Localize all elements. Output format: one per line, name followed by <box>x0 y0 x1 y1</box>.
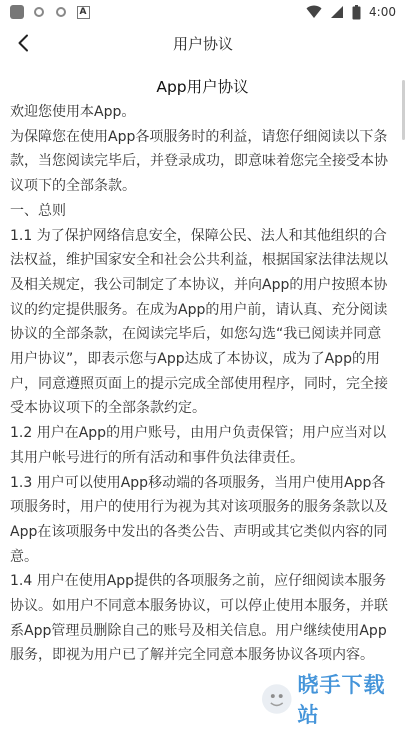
ring-notification-icon <box>54 5 68 19</box>
status-time: 4:00 <box>369 5 396 19</box>
clause-1-1: 1.1 为了保护网络信息安全，保障公民、法人和其他组织的合法权益，维护国家安全和社会公共利益，根据国家法律法规以及相关规定，我公司制定了本协议，并向App的用户按照本协议的约定提供服务。在成为App的用户前，请认真、充分阅读协议的全部条款，在阅读完毕后，如您勾选“我已阅读并同意用户协议”，即表示您与App达成了本协议，成为了App的用户，同意遵照页面上的提示完成全部使用程序，同时，完全接受本协议项下的全部条款约定。 <box>10 227 388 417</box>
status-right <box>306 5 396 20</box>
agreement-content[interactable] <box>10 74 395 721</box>
status-left <box>10 5 90 19</box>
chevron-left-icon <box>16 34 30 52</box>
app-square-icon <box>10 5 24 19</box>
scrollbar[interactable] <box>402 80 405 140</box>
clause-1-3: 1.3 用户可以使用App移动端的各项服务，当用户使用App各项服务时，用户的使用行为视为其对该项服务的服务条款以及App在该项服务中发出的各类公告、声明或其它类似内容的同意。 <box>10 474 388 565</box>
download-site-logo-icon <box>260 682 294 716</box>
paragraph-welcome: 欢迎您使用本App。 <box>10 104 136 120</box>
clause-1-2: 1.2 用户在App的用户账号，由用户负责保管；用户应当对以其用户帐号进行的所有活动和事件负法律责任。 <box>10 425 387 466</box>
paragraph-intro: 为保障您在使用App各项服务时的利益，请您仔细阅读以下条款，当您阅读完毕后，并登录成功，即意味着您完全接受本协议项下的全部条款。 <box>10 128 388 195</box>
status-bar <box>0 0 406 24</box>
document-title: App用户协议 <box>156 78 249 96</box>
watermark-text: 晓手下载站 <box>297 673 386 727</box>
watermark <box>260 673 406 727</box>
app-header <box>0 26 406 60</box>
ring-notification-icon <box>32 5 46 19</box>
back-button[interactable] <box>8 26 38 60</box>
battery-icon <box>352 5 361 20</box>
wifi-icon <box>306 5 322 19</box>
signal-icon <box>330 5 344 19</box>
a-badge-icon: A <box>76 5 90 19</box>
clause-1-4: 1.4 用户在使用App提供的各项服务之前，应仔细阅读本服务协议。如用户不同意本服务协议，可以停止使用本服务，并联系App管理员删除自己的账号及相关信息。用户继续使用App服务，即视为用户已了解并完全同意本服务协议各项内容。 <box>10 573 388 664</box>
section-heading-general: 一、总则 <box>10 202 66 219</box>
page-title: 用户协议 <box>172 34 233 53</box>
